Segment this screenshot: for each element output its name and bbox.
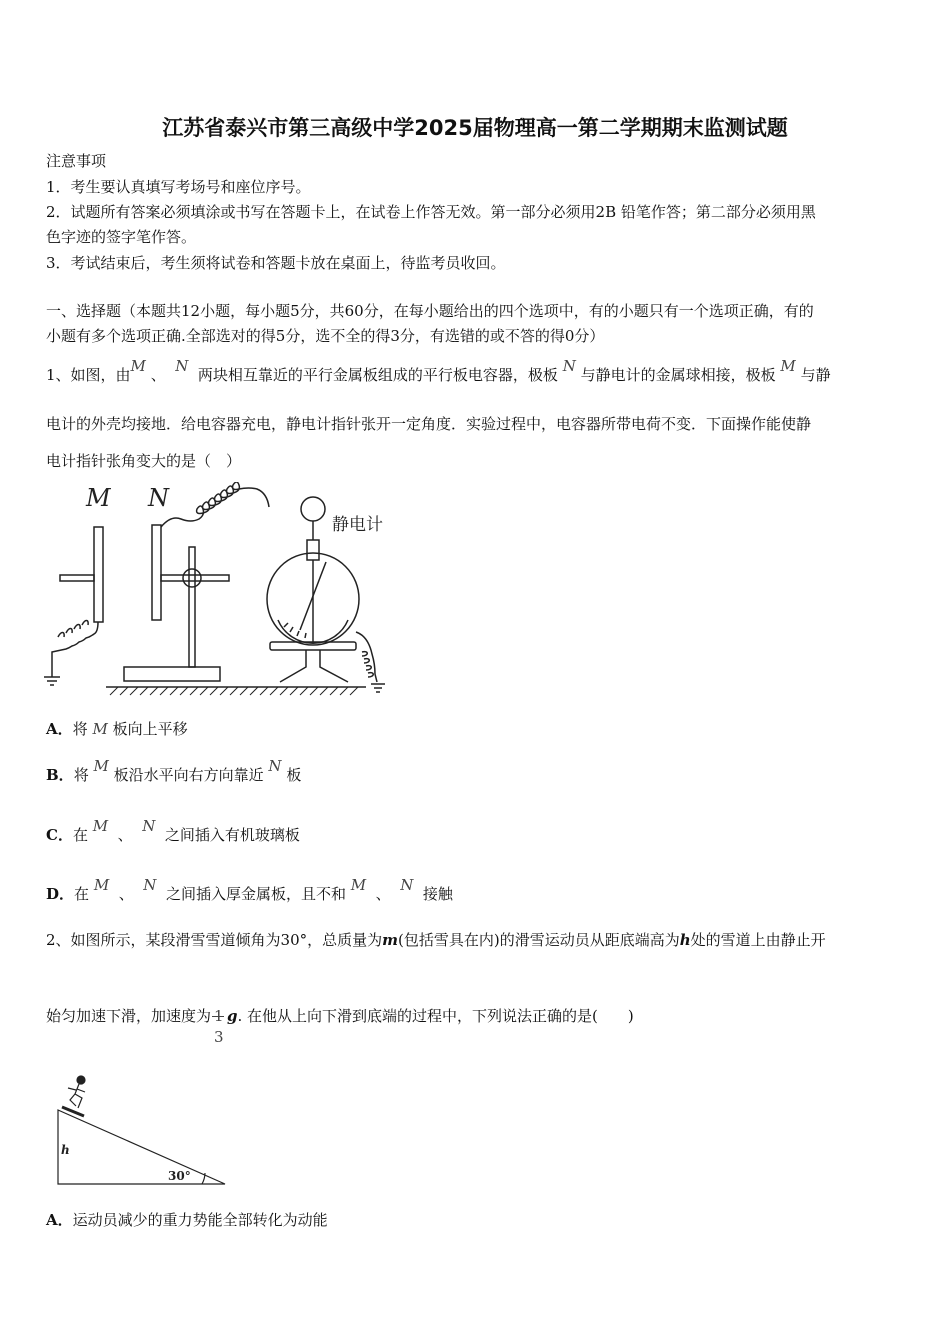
q1-var-m: M [92,817,109,835]
option-letter: D． [46,885,75,903]
option-letter: C． [46,826,73,844]
stand-pole [189,547,195,667]
ground-hatching [110,687,358,695]
q1-var-n: N [562,357,576,375]
electroscope-ground-coil [362,652,373,677]
option-letter: A． [46,720,73,738]
plate-m-handle [60,575,94,581]
notice-item-2-continued: 色字迹的签字笔作答。 [46,228,197,246]
slope-triangle [58,1110,225,1184]
fraction-one-third [211,996,225,1046]
question-1-option-d: D．在 M 、 N 之间插入厚金属板，且不和 M 、 N 接触 [46,876,453,903]
q1-var-m: M [780,357,796,375]
notice-item-2: 2．试题所有答案必须填涂或书写在答题卡上，在试卷上作答无效。第一部分必须用2B 铅笔作答；第二部分必须用黑 [46,203,816,221]
q1-var-m: M [93,757,109,775]
q1-var-n: N [400,876,414,894]
question-1-option-a: A．将 M 板向上平移 [46,720,188,738]
q2-var-g: g [227,1007,238,1025]
q1-text: 与静电计的金属球相接，极板 [580,366,776,384]
notice-item-3: 3．考试结束后，考生须将试卷和答题卡放在桌面上，待监考员收回。 [46,254,506,272]
figure-label-n: N [148,484,169,512]
question-1-option-c: C．在 M 、 N 之间插入有机玻璃板 [46,817,300,844]
question-1-stem-line-3: 电计指针张角变大的是（ ） [46,452,242,470]
ski-slope-figure [48,1070,233,1190]
q1-text: 两块相互靠近的平行金属板组成的平行板电容器，极板 [197,366,558,384]
question-2-stem-line-1: 2、如图所示，某段滑雪雪道倾角为30°，总质量为m(包括雪具在内)的滑雪运动员从距底端高为h处的雪道上由静止开 [46,931,826,949]
connecting-wire-coil [161,482,269,527]
electroscope-ball [301,497,325,521]
option-letter: A． [46,1211,73,1229]
fraction-denominator: 3 [214,1028,224,1046]
stand-base [124,667,220,681]
q1-var-m: M [130,357,146,375]
section-heading-line-1: 一、选择题（本题共12小题，每小题5分，共60分，在每小题给出的四个选项中，有的小题只有一个选项正确，有的 [46,302,814,320]
skier-body [68,1084,85,1108]
notice-item-1: 1．考生要认真填写考场号和座位序号。 [46,178,311,196]
capacitor-electroscope-figure [44,482,394,707]
fraction-numerator: 1 [214,1007,224,1025]
q1-text: 1、如图，由 [46,366,131,384]
q2-var-h: h [679,931,691,949]
plate-n [152,525,161,620]
q1-var-m: M [93,876,110,894]
question-1-option-b: B．将 M 板沿水平向右方向靠近 N 板 [46,757,302,784]
page-title: 江苏省泰兴市第三高级中学2025届物理高一第二学期期末监测试题 [162,116,788,140]
figure-label-m: M [86,484,111,512]
question-1-stem-line-2: 电计的外壳均接地．给电容器充电，静电计指针张开一定角度．实验过程中，电容器所带电荷不变．下面操作能使静 [46,415,812,433]
question-2-stem-line-2: 始匀加速下滑，加速度为 1 3 g. 在他从上向下滑到底端的过程中，下列说法正确的是( ) [46,995,634,1036]
stand-clamp [183,569,201,587]
m-ground-coil [58,621,88,638]
section-heading-line-2: 小题有多个选项正确.全部选对的得5分，选不全的得3分，有选错的或不答的得0分） [46,327,605,345]
option-letter: B． [46,766,74,784]
question-1-stem-line-1 [46,357,831,385]
skier-head [77,1076,85,1084]
q1-text: 与静 [800,366,831,384]
ski-board [62,1107,84,1116]
q1-var-n: N [268,757,282,775]
slope-label-angle: 30° [168,1169,191,1183]
electroscope-insulator [307,540,319,560]
q1-var-m: M [350,876,367,894]
q1-text: 、 [150,366,166,384]
figure-label-electroscope: 静电计 [332,515,383,535]
q1-var-m: M [92,720,108,738]
m-ground-wire [52,622,98,677]
q1-var-n: N [142,817,156,835]
q1-var-n: N [175,357,189,375]
q1-var-n: N [143,876,157,894]
electroscope-legs [280,650,348,682]
q2-var-m: m [382,931,399,949]
question-2-option-a: A．运动员减少的重力势能全部转化为动能 [46,1211,328,1229]
notice-heading: 注意事项 [46,152,107,170]
slope-label-h: h [61,1143,70,1157]
plate-m [94,527,103,622]
